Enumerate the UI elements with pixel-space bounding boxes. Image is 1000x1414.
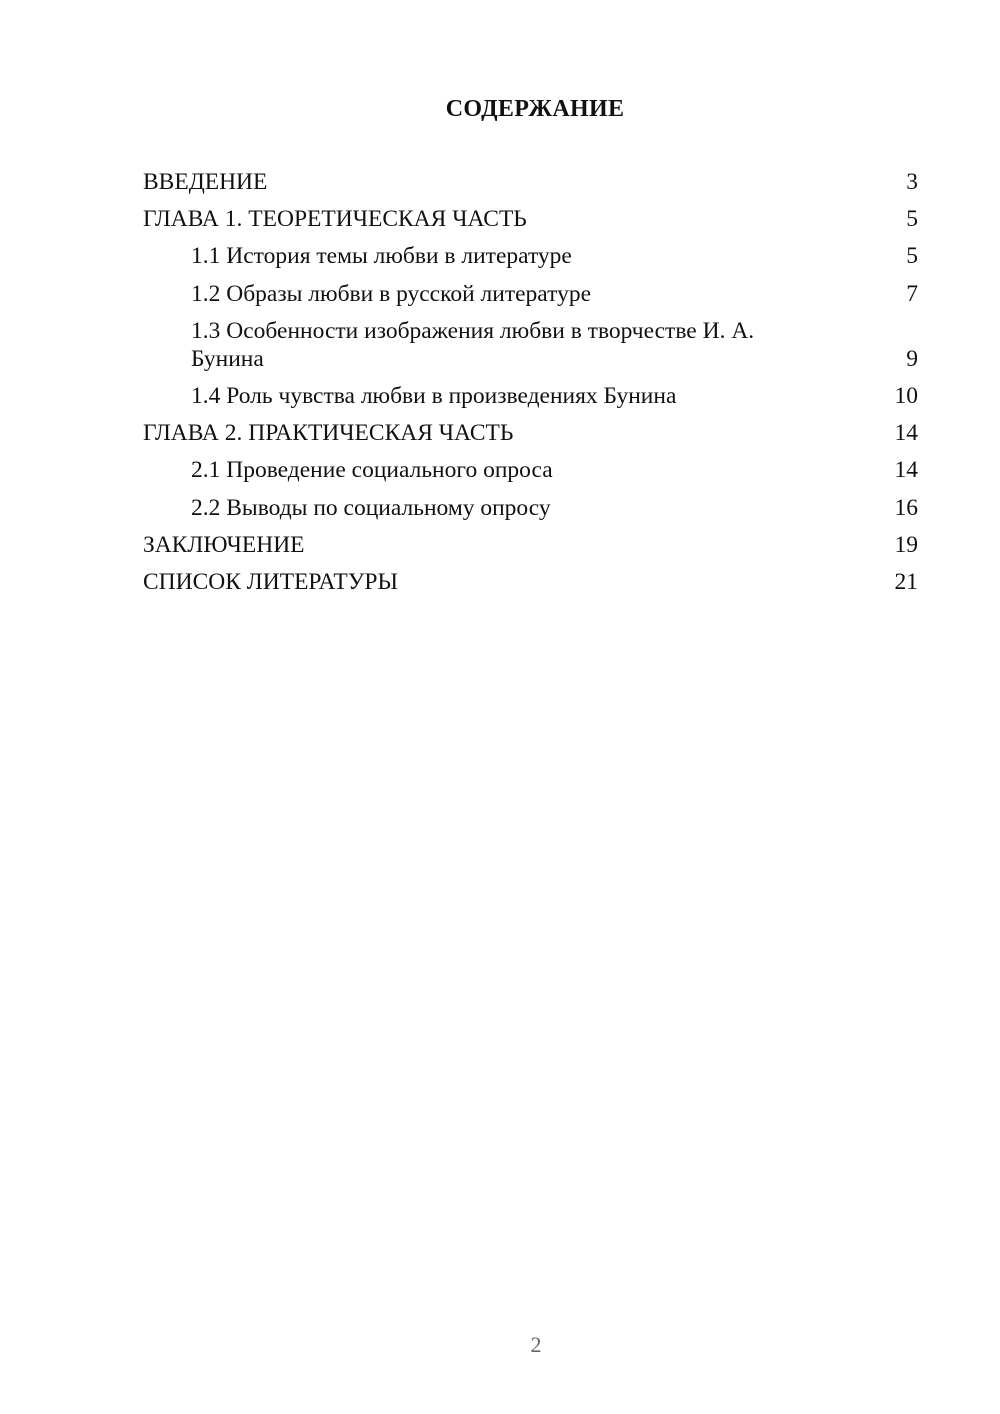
toc-entry-page: 5 [906, 243, 918, 270]
toc-entry-page: 14 [894, 420, 918, 447]
toc-entry-introduction [143, 168, 918, 196]
toc-entry-section-1-4 [143, 382, 918, 410]
toc-entry-page: 3 [906, 169, 918, 195]
toc-entry-label: ГЛАВА 2. ПРАКТИЧЕСКАЯ ЧАСТЬ [143, 420, 514, 447]
toc-entry-label: СПИСОК ЛИТЕРАТУРЫ [143, 568, 398, 595]
toc-entry-label: 1.4 Роль чувства любви в произведениях Бунина [191, 382, 677, 409]
toc-entry-page: 16 [894, 494, 918, 521]
toc-entry-chapter-1 [143, 205, 918, 233]
toc-entry-section-2-1 [143, 456, 918, 484]
toc-entry-section-2-2 [143, 494, 918, 522]
toc-entry-conclusion [143, 531, 918, 559]
toc-entry-page: 10 [894, 382, 918, 409]
toc-entry-page: 21 [894, 568, 918, 595]
toc-entry-page: 5 [906, 206, 918, 233]
table-of-contents [143, 168, 918, 605]
toc-heading: СОДЕРЖАНИЕ [445, 96, 625, 122]
toc-entry-label: 1.1 История темы любви в литературе [191, 243, 572, 270]
toc-entry-label: 2.1 Проведение социального опроса [191, 457, 553, 484]
toc-entry-bibliography [143, 568, 918, 596]
toc-entry-label: ГЛАВА 1. ТЕОРЕТИЧЕСКАЯ ЧАСТЬ [143, 206, 527, 233]
toc-entry-page: 9 [906, 345, 918, 372]
page-number: 2 [530, 1332, 542, 1357]
toc-entry-label: ВВЕДЕНИЕ [143, 169, 268, 195]
toc-entry-section-1-3 [143, 317, 918, 373]
toc-entry-section-1-1 [143, 242, 918, 270]
toc-entry-chapter-2 [143, 419, 918, 447]
toc-entry-section-1-2 [143, 280, 918, 308]
toc-entry-page: 14 [894, 457, 918, 484]
toc-entry-label: 2.2 Выводы по социальному опросу [191, 494, 551, 521]
toc-entry-label: ЗАКЛЮЧЕНИЕ [143, 531, 305, 558]
toc-entry-label: 1.2 Образы любви в русской литературе [191, 280, 592, 307]
toc-entry-page: 7 [906, 280, 918, 307]
toc-entry-page: 19 [894, 531, 918, 558]
toc-entry-label: 1.3 Особенности изображения любви в творчестве И. А. Бунина [191, 317, 755, 372]
